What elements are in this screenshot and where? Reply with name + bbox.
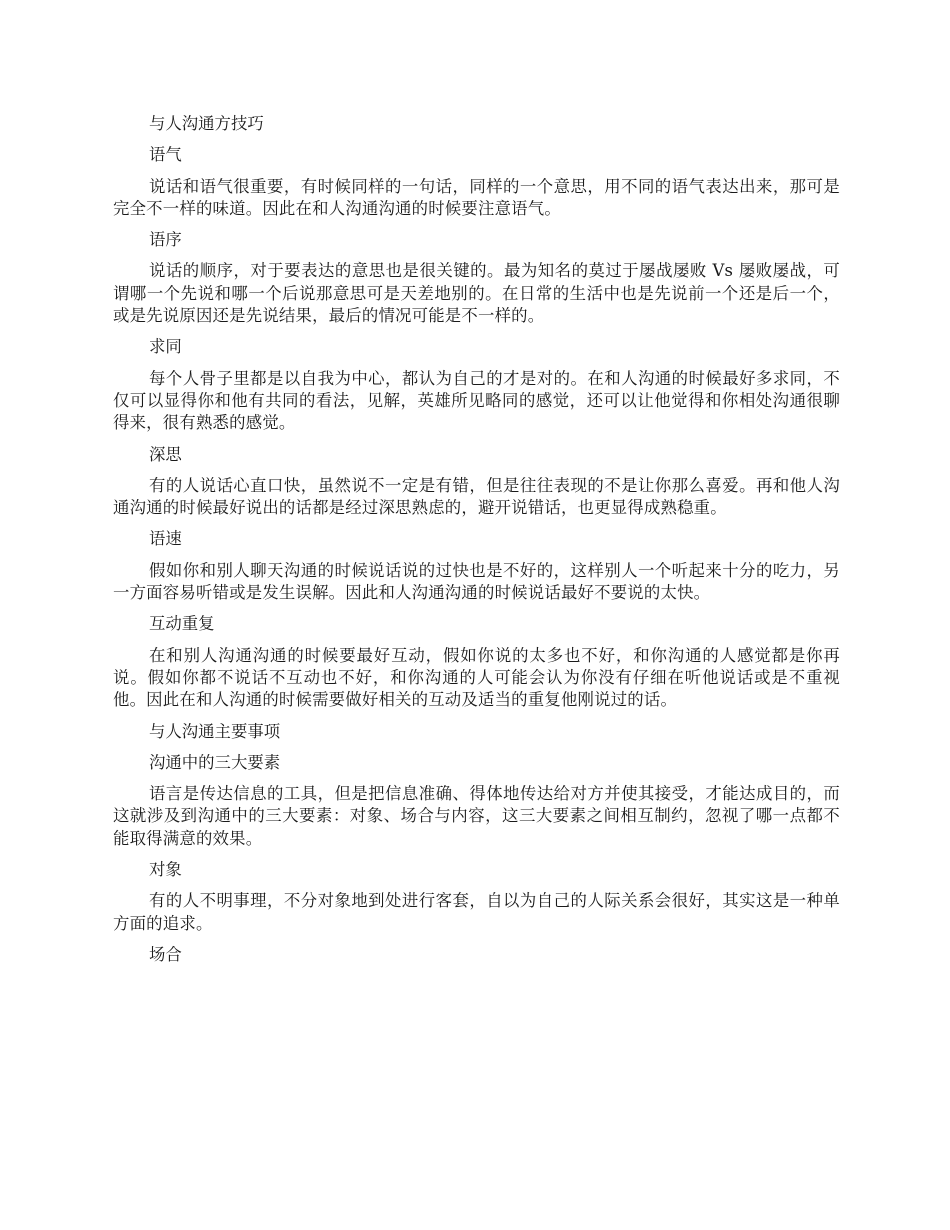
paragraph-tone: 说话和语气很重要，有时候同样的一句话，同样的一个意思，用不同的语气表达出来，那可是完全不一样的味道。因此在和人沟通沟通的时候要注意语气。 (113, 176, 840, 218)
section-heading-key-points: 与人沟通主要事项 (149, 721, 281, 741)
section-heading-deliberation: 深思 (149, 444, 182, 464)
section-heading-common-ground: 求同 (149, 337, 182, 357)
paragraph-speed: 假如你和别人聊天沟通的时候说话说的过快也是不好的，这样别人一个听起来十分的吃力，另一方面容易听错或是发生误解。因此和人沟通沟通的时候说话最好不要说的太快。 (113, 560, 840, 603)
section-heading-audience: 对象 (149, 860, 182, 880)
section-heading-order: 语序 (149, 230, 182, 250)
paragraph-common-ground: 每个人骨子里都是以自我为中心，都认为自己的才是对的。在和人沟通的时候最好多求同，不仅可以显得你和他有共同的看法，见解，英雄所见略同的感觉，还可以让他觉得和你相处沟通很聊得来，很有熟悉的感觉。 (113, 368, 840, 433)
section-heading-occasion: 场合 (149, 944, 182, 964)
section-heading-tone: 语气 (149, 145, 182, 165)
section-heading-interaction: 互动重复 (149, 614, 215, 634)
section-heading-speed: 语速 (149, 529, 182, 549)
paragraph-order: 说话的顺序，对于要表达的意思也是很关键的。最为知名的莫过于屡战屡败 Vs 屡败屡战，可谓哪一个先说和哪一个后说那意思可是天差地别的。在日常的生活中也是先说前一个还是后一个，或是先说原因还是先说结果，最后的情况可能是不一样的。 (113, 261, 840, 326)
document-body (113, 113, 840, 975)
paragraph-deliberation: 有的人说话心直口快，虽然说不一定是有错，但是往往表现的不是让你那么喜爱。再和他人沟通沟通的时候最好说出的话都是经过深思熟虑的，避开说错话，也更显得成熟稳重。 (113, 475, 840, 518)
paragraph-three-elements: 语言是传达信息的工具，但是把信息准确、得体地传达给对方并使其接受，才能达成目的，而这就涉及到沟通中的三大要素：对象、场合与内容，这三大要素之间相互制约，忽视了哪一点都不能取得满意的效果。 (113, 784, 840, 848)
paragraph-interaction: 在和别人沟通沟通的时候要最好互动，假如你说的太多也不好，和你沟通的人感觉都是你再说。假如你都不说话不互动也不好，和你沟通的人可能会认为你没有仔细在听他说话或是不重视他。因此在和人沟通的时候需要做好相关的互动及适当的重复他刚说过的话。 (113, 645, 840, 710)
doc-title: 与人沟通方技巧 (149, 114, 264, 133)
paragraph-audience: 有的人不明事理，不分对象地到处进行客套，自以为自己的人际关系会很好，其实这是一种单方面的追求。 (113, 891, 840, 933)
section-heading-three-elements: 沟通中的三大要素 (149, 752, 281, 772)
